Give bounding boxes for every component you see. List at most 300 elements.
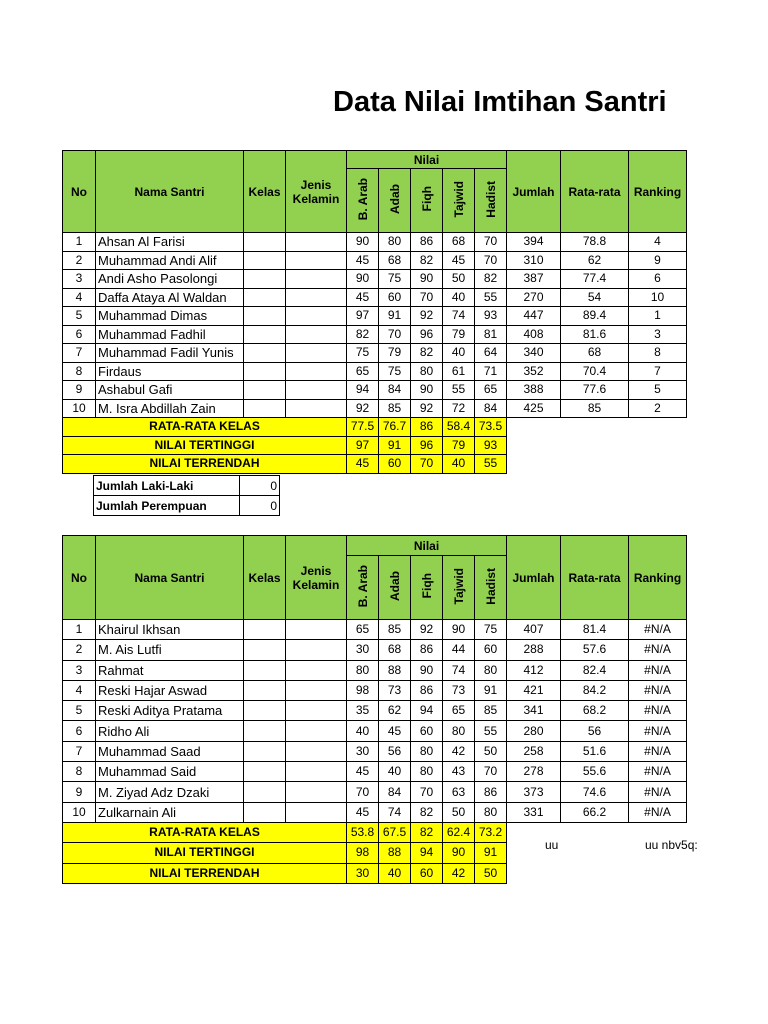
cell-rata-rata[interactable]: 57.6 [561,640,629,660]
cell-score[interactable]: 70 [411,782,443,802]
cell-score[interactable]: 80 [475,802,507,822]
cell-kelas[interactable] [244,251,286,270]
cell-score[interactable]: 55 [475,721,507,741]
cell-nama-santri[interactable]: Daffa Ataya Al Waldan [96,288,244,307]
header-b-arab[interactable]: B. Arab [347,169,379,233]
header-no[interactable]: No [63,536,96,620]
cell-jumlah[interactable]: 447 [507,307,561,326]
header-tajwid[interactable]: Tajwid [443,556,475,620]
cell-ranking[interactable]: 6 [629,270,687,289]
cell-no[interactable]: 4 [63,288,96,307]
cell-score[interactable]: 80 [443,721,475,741]
cell-score[interactable]: 30 [347,640,379,660]
cell-rata-rata[interactable]: 84.2 [561,680,629,700]
cell-ranking[interactable]: #N/A [629,802,687,822]
cell-ranking[interactable]: #N/A [629,762,687,782]
cell-nama-santri[interactable]: Muhammad Fadil Yunis [96,344,244,363]
cell-ranking[interactable]: #N/A [629,660,687,680]
cell-score[interactable]: 90 [411,381,443,400]
cell-score[interactable]: 72 [443,399,475,418]
cell-score[interactable]: 82 [475,270,507,289]
cell-jumlah[interactable]: 310 [507,251,561,270]
cell-score[interactable]: 45 [443,251,475,270]
cell-score[interactable]: 84 [379,782,411,802]
summary-min-value[interactable]: 60 [379,455,411,474]
header-no[interactable]: No [63,151,96,233]
cell-score[interactable]: 96 [411,325,443,344]
cell-score[interactable]: 45 [347,288,379,307]
cell-jumlah[interactable]: 280 [507,721,561,741]
cell-score[interactable]: 56 [379,741,411,761]
cell-kelas[interactable] [244,362,286,381]
summary-avg-value[interactable]: 82 [411,822,443,842]
cell-jenis-kelamin[interactable] [286,381,347,400]
cell-rata-rata[interactable]: 51.6 [561,741,629,761]
cell-kelas[interactable] [244,741,286,761]
cell-score[interactable]: 68 [379,640,411,660]
cell-kelas[interactable] [244,721,286,741]
cell-nama-santri[interactable]: M. Ziyad Adz Dzaki [96,782,244,802]
cell-jumlah[interactable]: 258 [507,741,561,761]
cell-score[interactable]: 94 [347,381,379,400]
summary-avg-value[interactable]: 77.5 [347,418,379,437]
cell-rata-rata[interactable]: 68.2 [561,701,629,721]
summary-avg-value[interactable]: 73.5 [475,418,507,437]
female-count-label[interactable]: Jumlah Perempuan [94,496,240,516]
header-jenis-kelamin[interactable]: Jenis Kelamin [286,536,347,620]
summary-min-label[interactable]: NILAI TERRENDAH [63,455,347,474]
cell-nama-santri[interactable]: Andi Asho Pasolongi [96,270,244,289]
summary-max-value[interactable]: 91 [475,843,507,863]
cell-jenis-kelamin[interactable] [286,307,347,326]
cell-score[interactable]: 61 [443,362,475,381]
header-nilai[interactable]: Nilai [347,151,507,169]
cell-rata-rata[interactable]: 62 [561,251,629,270]
header-adab[interactable]: Adab [379,556,411,620]
cell-score[interactable]: 82 [411,344,443,363]
summary-max-value[interactable]: 88 [379,843,411,863]
cell-score[interactable]: 73 [443,680,475,700]
summary-min-value[interactable]: 30 [347,863,379,883]
cell-score[interactable]: 65 [475,381,507,400]
cell-ranking[interactable]: 8 [629,344,687,363]
cell-jumlah[interactable]: 412 [507,660,561,680]
summary-avg-value[interactable]: 73.2 [475,822,507,842]
cell-score[interactable]: 84 [475,399,507,418]
cell-jenis-kelamin[interactable] [286,762,347,782]
cell-score[interactable]: 82 [347,325,379,344]
stray-cell-text-a[interactable]: uu [545,838,559,852]
cell-score[interactable]: 90 [347,233,379,252]
cell-score[interactable]: 42 [443,741,475,761]
cell-nama-santri[interactable]: Ahsan Al Farisi [96,233,244,252]
cell-score[interactable]: 75 [379,270,411,289]
summary-min-value[interactable]: 40 [379,863,411,883]
cell-rata-rata[interactable]: 77.4 [561,270,629,289]
cell-score[interactable]: 75 [379,362,411,381]
summary-min-label[interactable]: NILAI TERRENDAH [63,863,347,883]
cell-kelas[interactable] [244,325,286,344]
cell-score[interactable]: 92 [411,620,443,640]
cell-no[interactable]: 8 [63,362,96,381]
cell-no[interactable]: 2 [63,251,96,270]
cell-jenis-kelamin[interactable] [286,270,347,289]
summary-min-value[interactable]: 60 [411,863,443,883]
cell-score[interactable]: 92 [347,399,379,418]
summary-max-label[interactable]: NILAI TERTINGGI [63,436,347,455]
cell-rata-rata[interactable]: 78.8 [561,233,629,252]
cell-kelas[interactable] [244,680,286,700]
cell-score[interactable]: 79 [443,325,475,344]
cell-ranking[interactable]: 9 [629,251,687,270]
cell-jenis-kelamin[interactable] [286,782,347,802]
cell-no[interactable]: 7 [63,344,96,363]
cell-score[interactable]: 85 [475,701,507,721]
cell-score[interactable]: 40 [379,762,411,782]
header-kelas[interactable]: Kelas [244,151,286,233]
cell-nama-santri[interactable]: Muhammad Andi Alif [96,251,244,270]
header-hadist[interactable]: Hadist [475,169,507,233]
summary-min-value[interactable]: 50 [475,863,507,883]
cell-score[interactable]: 82 [411,251,443,270]
summary-min-value[interactable]: 70 [411,455,443,474]
cell-score[interactable]: 74 [443,660,475,680]
cell-score[interactable]: 60 [379,288,411,307]
cell-rata-rata[interactable]: 81.4 [561,620,629,640]
header-hadist[interactable]: Hadist [475,556,507,620]
cell-rata-rata[interactable]: 66.2 [561,802,629,822]
header-rata-rata[interactable]: Rata-rata [561,151,629,233]
cell-score[interactable]: 70 [411,288,443,307]
cell-jenis-kelamin[interactable] [286,288,347,307]
cell-kelas[interactable] [244,620,286,640]
cell-score[interactable]: 90 [411,660,443,680]
cell-jumlah[interactable]: 387 [507,270,561,289]
summary-max-value[interactable]: 94 [411,843,443,863]
cell-score[interactable]: 40 [443,288,475,307]
cell-jenis-kelamin[interactable] [286,251,347,270]
cell-score[interactable]: 80 [411,741,443,761]
cell-score[interactable]: 50 [443,802,475,822]
cell-ranking[interactable]: 7 [629,362,687,381]
cell-jumlah[interactable]: 373 [507,782,561,802]
cell-rata-rata[interactable]: 55.6 [561,762,629,782]
header-jenis-kelamin[interactable]: Jenis Kelamin [286,151,347,233]
cell-ranking[interactable]: 3 [629,325,687,344]
cell-score[interactable]: 86 [411,640,443,660]
cell-score[interactable]: 91 [475,680,507,700]
cell-kelas[interactable] [244,660,286,680]
cell-jenis-kelamin[interactable] [286,721,347,741]
cell-nama-santri[interactable]: M. Isra Abdillah Zain [96,399,244,418]
male-count-value[interactable]: 0 [240,476,280,496]
cell-score[interactable]: 40 [347,721,379,741]
summary-max-value[interactable]: 91 [379,436,411,455]
cell-no[interactable]: 3 [63,660,96,680]
cell-score[interactable]: 74 [443,307,475,326]
cell-kelas[interactable] [244,762,286,782]
summary-avg-label[interactable]: RATA-RATA KELAS [63,822,347,842]
cell-score[interactable]: 81 [475,325,507,344]
header-ranking[interactable]: Ranking [629,151,687,233]
summary-min-value[interactable]: 55 [475,455,507,474]
summary-avg-value[interactable]: 67.5 [379,822,411,842]
cell-nama-santri[interactable]: Zulkarnain Ali [96,802,244,822]
cell-kelas[interactable] [244,381,286,400]
cell-ranking[interactable]: #N/A [629,620,687,640]
cell-rata-rata[interactable]: 68 [561,344,629,363]
cell-rata-rata[interactable]: 56 [561,721,629,741]
cell-score[interactable]: 63 [443,782,475,802]
cell-score[interactable]: 65 [443,701,475,721]
cell-score[interactable]: 68 [379,251,411,270]
header-nama-santri[interactable]: Nama Santri [96,151,244,233]
stray-cell-text-b[interactable]: uu nbv5q: [645,838,698,852]
cell-no[interactable]: 2 [63,640,96,660]
cell-jenis-kelamin[interactable] [286,660,347,680]
cell-score[interactable]: 50 [475,741,507,761]
cell-jumlah[interactable]: 352 [507,362,561,381]
cell-no[interactable]: 6 [63,325,96,344]
cell-jenis-kelamin[interactable] [286,233,347,252]
header-nilai[interactable]: Nilai [347,536,507,556]
cell-score[interactable]: 91 [379,307,411,326]
cell-score[interactable]: 90 [411,270,443,289]
cell-rata-rata[interactable]: 74.6 [561,782,629,802]
cell-jenis-kelamin[interactable] [286,802,347,822]
cell-no[interactable]: 9 [63,782,96,802]
cell-jenis-kelamin[interactable] [286,325,347,344]
cell-rata-rata[interactable]: 54 [561,288,629,307]
cell-ranking[interactable]: #N/A [629,640,687,660]
female-count-value[interactable]: 0 [240,496,280,516]
cell-score[interactable]: 71 [475,362,507,381]
summary-min-value[interactable]: 45 [347,455,379,474]
header-jumlah[interactable]: Jumlah [507,151,561,233]
cell-score[interactable]: 73 [379,680,411,700]
cell-jumlah[interactable]: 388 [507,381,561,400]
cell-kelas[interactable] [244,233,286,252]
cell-score[interactable]: 50 [443,270,475,289]
cell-ranking[interactable]: #N/A [629,680,687,700]
cell-jumlah[interactable]: 341 [507,701,561,721]
cell-jumlah[interactable]: 407 [507,620,561,640]
cell-ranking[interactable]: #N/A [629,782,687,802]
cell-score[interactable]: 85 [379,399,411,418]
cell-score[interactable]: 45 [379,721,411,741]
summary-avg-value[interactable]: 53.8 [347,822,379,842]
cell-jenis-kelamin[interactable] [286,620,347,640]
cell-score[interactable]: 43 [443,762,475,782]
cell-score[interactable]: 90 [347,270,379,289]
summary-max-value[interactable]: 90 [443,843,475,863]
cell-rata-rata[interactable]: 70.4 [561,362,629,381]
cell-no[interactable]: 10 [63,399,96,418]
cell-kelas[interactable] [244,288,286,307]
cell-score[interactable]: 88 [379,660,411,680]
cell-score[interactable]: 44 [443,640,475,660]
cell-score[interactable]: 60 [475,640,507,660]
cell-score[interactable]: 70 [379,325,411,344]
cell-rata-rata[interactable]: 89.4 [561,307,629,326]
cell-no[interactable]: 5 [63,701,96,721]
cell-jumlah[interactable]: 331 [507,802,561,822]
summary-max-value[interactable]: 98 [347,843,379,863]
cell-no[interactable]: 10 [63,802,96,822]
cell-score[interactable]: 86 [411,233,443,252]
cell-ranking[interactable]: #N/A [629,721,687,741]
header-fiqh[interactable]: Fiqh [411,169,443,233]
cell-score[interactable]: 70 [347,782,379,802]
header-jumlah[interactable]: Jumlah [507,536,561,620]
summary-max-value[interactable]: 93 [475,436,507,455]
cell-kelas[interactable] [244,399,286,418]
cell-score[interactable]: 40 [443,344,475,363]
cell-no[interactable]: 4 [63,680,96,700]
cell-kelas[interactable] [244,701,286,721]
cell-score[interactable]: 80 [411,362,443,381]
cell-score[interactable]: 70 [475,233,507,252]
cell-score[interactable]: 80 [475,660,507,680]
cell-kelas[interactable] [244,782,286,802]
summary-avg-value[interactable]: 62.4 [443,822,475,842]
cell-score[interactable]: 68 [443,233,475,252]
cell-ranking[interactable]: 10 [629,288,687,307]
cell-score[interactable]: 86 [475,782,507,802]
cell-no[interactable]: 9 [63,381,96,400]
header-adab[interactable]: Adab [379,169,411,233]
cell-score[interactable]: 84 [379,381,411,400]
cell-jenis-kelamin[interactable] [286,344,347,363]
cell-kelas[interactable] [244,640,286,660]
summary-avg-value[interactable]: 86 [411,418,443,437]
cell-score[interactable]: 75 [347,344,379,363]
cell-ranking[interactable]: 1 [629,307,687,326]
cell-score[interactable]: 70 [475,762,507,782]
cell-ranking[interactable]: 2 [629,399,687,418]
cell-score[interactable]: 80 [379,233,411,252]
cell-score[interactable]: 92 [411,399,443,418]
header-ranking[interactable]: Ranking [629,536,687,620]
cell-ranking[interactable]: #N/A [629,741,687,761]
cell-nama-santri[interactable]: Muhammad Fadhil [96,325,244,344]
cell-score[interactable]: 80 [411,762,443,782]
summary-avg-value[interactable]: 58.4 [443,418,475,437]
cell-jenis-kelamin[interactable] [286,701,347,721]
summary-max-value[interactable]: 96 [411,436,443,455]
cell-score[interactable]: 92 [411,307,443,326]
summary-avg-value[interactable]: 76.7 [379,418,411,437]
cell-score[interactable]: 82 [411,802,443,822]
cell-nama-santri[interactable]: Muhammad Dimas [96,307,244,326]
cell-score[interactable]: 60 [411,721,443,741]
cell-score[interactable]: 74 [379,802,411,822]
cell-nama-santri[interactable]: Reski Aditya Pratama [96,701,244,721]
cell-score[interactable]: 79 [379,344,411,363]
cell-jumlah[interactable]: 278 [507,762,561,782]
cell-kelas[interactable] [244,307,286,326]
cell-score[interactable]: 93 [475,307,507,326]
cell-jenis-kelamin[interactable] [286,399,347,418]
cell-rata-rata[interactable]: 77.6 [561,381,629,400]
cell-kelas[interactable] [244,802,286,822]
cell-jumlah[interactable]: 408 [507,325,561,344]
summary-max-value[interactable]: 97 [347,436,379,455]
cell-nama-santri[interactable]: Firdaus [96,362,244,381]
cell-jenis-kelamin[interactable] [286,362,347,381]
cell-nama-santri[interactable]: Muhammad Said [96,762,244,782]
header-nama-santri[interactable]: Nama Santri [96,536,244,620]
cell-score[interactable]: 75 [475,620,507,640]
cell-jenis-kelamin[interactable] [286,680,347,700]
cell-rata-rata[interactable]: 82.4 [561,660,629,680]
cell-score[interactable]: 80 [347,660,379,680]
cell-nama-santri[interactable]: Ashabul Gafi [96,381,244,400]
cell-nama-santri[interactable]: Muhammad Saad [96,741,244,761]
cell-score[interactable]: 45 [347,802,379,822]
header-b-arab[interactable]: B. Arab [347,556,379,620]
cell-score[interactable]: 62 [379,701,411,721]
cell-score[interactable]: 65 [347,362,379,381]
cell-score[interactable]: 85 [379,620,411,640]
cell-kelas[interactable] [244,270,286,289]
cell-score[interactable]: 55 [443,381,475,400]
cell-jenis-kelamin[interactable] [286,741,347,761]
cell-jumlah[interactable]: 270 [507,288,561,307]
header-tajwid[interactable]: Tajwid [443,169,475,233]
cell-ranking[interactable]: #N/A [629,701,687,721]
male-count-label[interactable]: Jumlah Laki-Laki [94,476,240,496]
cell-no[interactable]: 1 [63,620,96,640]
cell-score[interactable]: 65 [347,620,379,640]
summary-min-value[interactable]: 42 [443,863,475,883]
cell-no[interactable]: 7 [63,741,96,761]
cell-jenis-kelamin[interactable] [286,640,347,660]
cell-score[interactable]: 35 [347,701,379,721]
cell-jumlah[interactable]: 340 [507,344,561,363]
cell-no[interactable]: 1 [63,233,96,252]
cell-score[interactable]: 55 [475,288,507,307]
cell-nama-santri[interactable]: Khairul Ikhsan [96,620,244,640]
cell-no[interactable]: 6 [63,721,96,741]
cell-score[interactable]: 98 [347,680,379,700]
cell-no[interactable]: 5 [63,307,96,326]
summary-avg-label[interactable]: RATA-RATA KELAS [63,418,347,437]
cell-score[interactable]: 64 [475,344,507,363]
cell-score[interactable]: 94 [411,701,443,721]
cell-jumlah[interactable]: 394 [507,233,561,252]
cell-score[interactable]: 97 [347,307,379,326]
cell-score[interactable]: 86 [411,680,443,700]
summary-max-value[interactable]: 79 [443,436,475,455]
summary-max-label[interactable]: NILAI TERTINGGI [63,843,347,863]
cell-score[interactable]: 30 [347,741,379,761]
cell-nama-santri[interactable]: M. Ais Lutfi [96,640,244,660]
cell-nama-santri[interactable]: Rahmat [96,660,244,680]
header-kelas[interactable]: Kelas [244,536,286,620]
cell-jumlah[interactable]: 288 [507,640,561,660]
header-rata-rata[interactable]: Rata-rata [561,536,629,620]
cell-no[interactable]: 3 [63,270,96,289]
cell-ranking[interactable]: 5 [629,381,687,400]
cell-ranking[interactable]: 4 [629,233,687,252]
cell-nama-santri[interactable]: Reski Hajar Aswad [96,680,244,700]
cell-jumlah[interactable]: 425 [507,399,561,418]
cell-jumlah[interactable]: 421 [507,680,561,700]
summary-min-value[interactable]: 40 [443,455,475,474]
header-fiqh[interactable]: Fiqh [411,556,443,620]
cell-score[interactable]: 90 [443,620,475,640]
